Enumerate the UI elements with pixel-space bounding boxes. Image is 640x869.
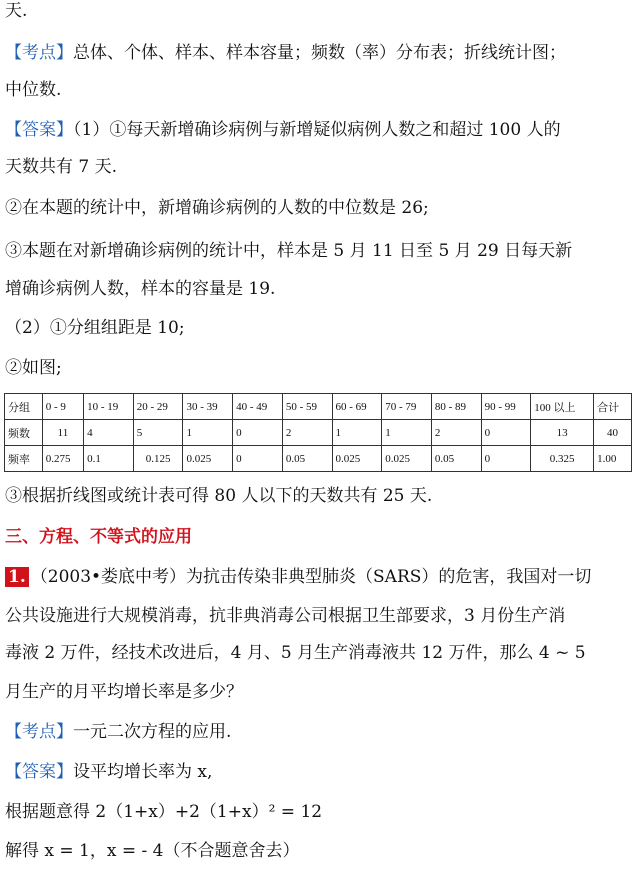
table-cell: 频率 — [5, 446, 43, 472]
table-cell: 0.025 — [332, 446, 382, 472]
text-line: ③根据折线图或统计表可得 80 人以下的天数共有 25 天. — [5, 486, 433, 506]
text-line: （2）①分组组距是 10; — [5, 318, 185, 338]
table-row-header — [5, 394, 632, 420]
table-row-frequency — [5, 420, 632, 446]
table-cell: 0.1 — [84, 446, 134, 472]
table-cell: 1 — [183, 420, 233, 446]
text-line: 天数共有 7 天. — [5, 157, 118, 177]
table-row-rate — [5, 446, 632, 472]
table-cell: 0.025 — [183, 446, 233, 472]
table-cell: 0 - 9 — [42, 394, 83, 420]
table-cell: 0.275 — [42, 446, 83, 472]
frequency-table — [4, 393, 632, 472]
table-cell: 0.05 — [282, 446, 332, 472]
text-line-answer: 【答案】设平均增长率为 x, — [5, 762, 213, 782]
table-cell: 1 — [332, 420, 382, 446]
question-number-badge: 1. — [5, 567, 29, 587]
table-cell: 50 - 59 — [282, 394, 332, 420]
equation-line: 根据题意得 2（1+x）+2（1+x）² = 12 — [5, 802, 323, 822]
table-cell: 10 - 19 — [84, 394, 134, 420]
equation-line: 解得 x = 1，x = - 4（不合题意舍去） — [5, 841, 300, 861]
section-heading: 三、方程、不等式的应用 — [5, 527, 192, 547]
text-line-kaodian: 【考点】一元二次方程的应用. — [5, 722, 232, 742]
table-cell: 1 — [382, 420, 432, 446]
answer-tag: 【答案】 — [5, 120, 73, 140]
table-cell: 0.325 — [531, 446, 594, 472]
table-cell: 70 - 79 — [382, 394, 432, 420]
table-cell: 0.125 — [133, 446, 183, 472]
kaodian-tag: 【考点】 — [5, 722, 73, 742]
table-cell: 2 — [431, 420, 481, 446]
table-cell: 13 — [531, 420, 594, 446]
table-cell: 合计 — [594, 394, 632, 420]
text-line: ②如图; — [5, 358, 62, 378]
question-line: 毒液 2 万件，经技术改进后，4 月、5 月生产消毒液共 12 万件，那么 4 ~ 5 — [5, 643, 586, 663]
table-cell: 30 - 39 — [183, 394, 233, 420]
text-line: 天. — [5, 1, 28, 21]
table-cell: 分组 — [5, 394, 43, 420]
table-cell: 0 — [481, 446, 531, 472]
table-cell: 2 — [282, 420, 332, 446]
table-cell: 5 — [133, 420, 183, 446]
text-line: ③本题在对新增确诊病例的统计中，样本是 5 月 11 日至 5 月 29 日每天新 — [5, 241, 573, 261]
table-cell: 11 — [42, 420, 83, 446]
table-cell: 40 — [594, 420, 632, 446]
question-line: 公共设施进行大规模消毒，抗非典消毒公司根据卫生部要求，3 月份生产消 — [5, 606, 566, 626]
table-cell: 40 - 49 — [233, 394, 283, 420]
table-cell: 20 - 29 — [133, 394, 183, 420]
table-cell: 0 — [233, 420, 283, 446]
table-cell: 80 - 89 — [431, 394, 481, 420]
text-line: 增确诊病例人数，样本的容量是 19. — [5, 279, 276, 299]
table-cell: 0 — [481, 420, 531, 446]
table-cell: 0.025 — [382, 446, 432, 472]
question-line: 月生产的月平均增长率是多少？ — [5, 682, 243, 702]
table-cell: 0.05 — [431, 446, 481, 472]
table-cell: 0 — [233, 446, 283, 472]
text-line: ②在本题的统计中，新增确诊病例的人数的中位数是 26; — [5, 198, 429, 218]
text-line-answer: 【答案】（1）①每天新增确诊病例与新增疑似病例人数之和超过 100 人的 — [5, 120, 561, 140]
table-cell: 100 以上 — [531, 394, 594, 420]
question-line: 1. （2003•娄底中考）为抗击传染非典型肺炎（SARS）的危害，我国对一切 — [5, 566, 591, 588]
table-cell: 1.00 — [594, 446, 632, 472]
table-cell: 频数 — [5, 420, 43, 446]
table-cell: 4 — [84, 420, 134, 446]
table-cell: 60 - 69 — [332, 394, 382, 420]
table-cell: 90 - 99 — [481, 394, 531, 420]
answer-tag: 【答案】 — [5, 762, 73, 782]
text-line: 中位数. — [5, 80, 62, 100]
kaodian-tag: 【考点】 — [5, 43, 73, 63]
text-line-kaodian: 【考点】总体、个体、样本、样本容量；频数（率）分布表；折线统计图； — [5, 43, 566, 63]
